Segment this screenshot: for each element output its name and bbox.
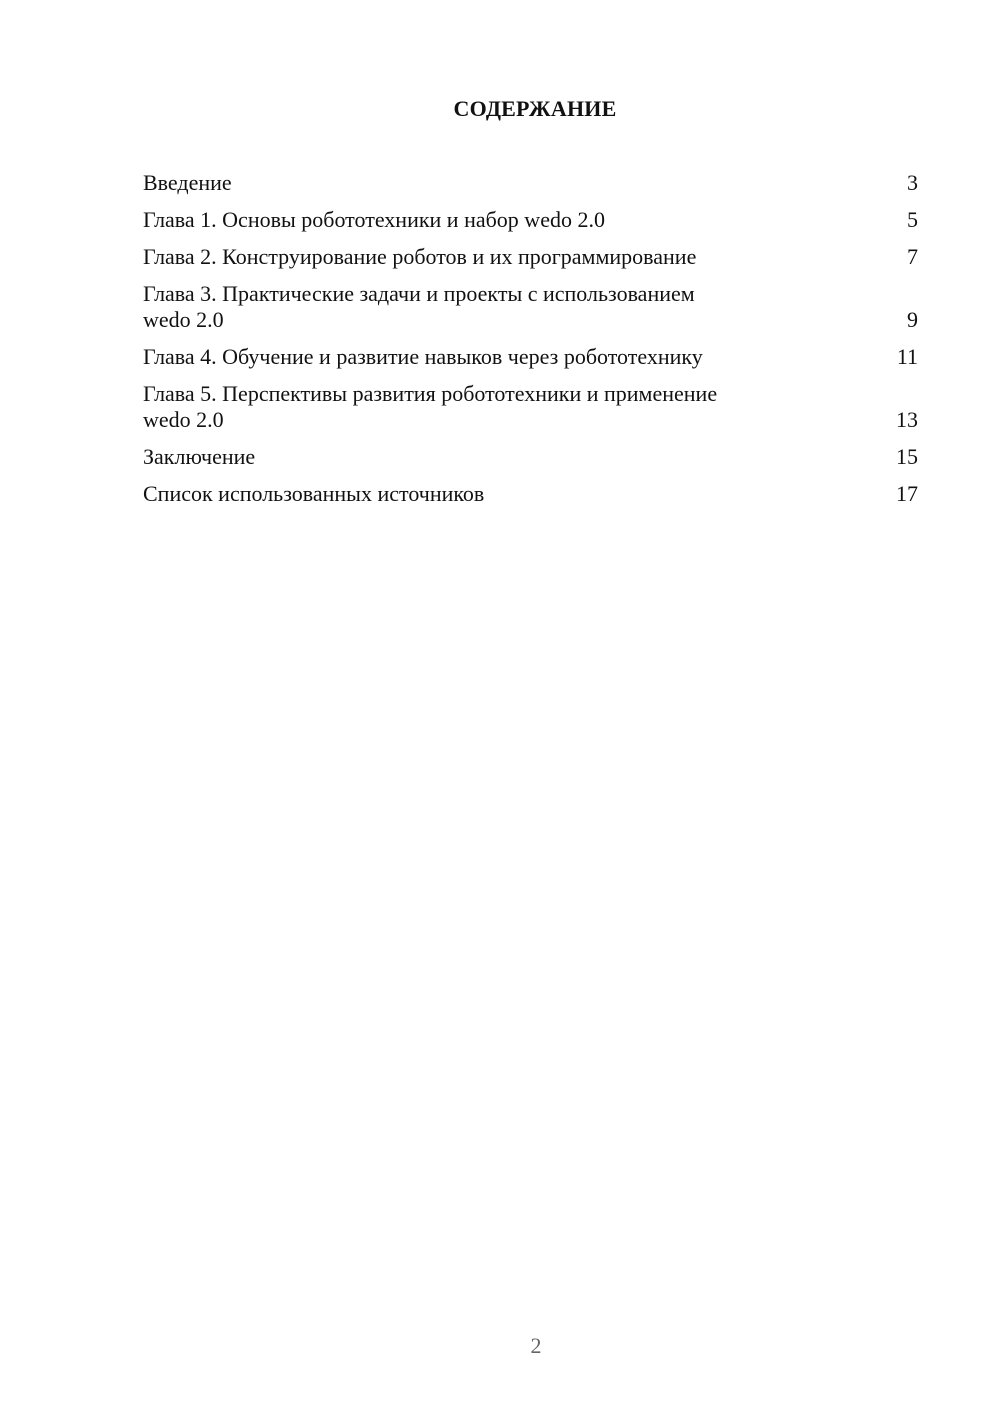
toc-entry-title: Заключение <box>143 444 256 469</box>
toc-entry-chapter-3 <box>143 281 918 333</box>
toc-entry-title: Глава 2. Конструирование роботов и их программирование <box>143 244 697 269</box>
toc-entry-page: 13 <box>896 407 918 432</box>
toc-entry-title: Глава 1. Основы робототехники и набор wedo 2.0 <box>143 207 605 232</box>
toc-entry-chapter-1 <box>143 207 918 233</box>
toc-entry-page: 11 <box>896 344 918 369</box>
toc-entry-page: 3 <box>907 170 918 195</box>
table-of-contents <box>143 170 918 518</box>
toc-entry-title: Введение <box>143 170 232 195</box>
toc-entry-title: Глава 4. Обучение и развитие навыков через робототехнику <box>143 344 703 369</box>
page-title: СОДЕРЖАНИЕ <box>453 96 617 121</box>
toc-entry-page: 5 <box>907 207 918 232</box>
toc-entry-chapter-4 <box>143 344 918 370</box>
toc-entry-page: 9 <box>907 307 918 332</box>
toc-entry-chapter-5 <box>143 381 918 433</box>
toc-entry-chapter-2 <box>143 244 918 270</box>
toc-entry-page: 7 <box>907 244 918 269</box>
toc-entry-page: 17 <box>896 481 918 506</box>
toc-entry-title: Список использованных источников <box>143 481 485 506</box>
toc-entry-title: Глава 5. Перспективы развития робототехники и применение wedo 2.0 <box>143 381 718 432</box>
toc-entry-introduction <box>143 170 918 196</box>
toc-entry-title: Глава 3. Практические задачи и проекты с использованием wedo 2.0 <box>143 281 695 332</box>
toc-entry-page: 15 <box>896 444 918 469</box>
toc-entry-conclusion <box>143 444 918 470</box>
page-number: 2 <box>530 1333 542 1358</box>
toc-entry-references <box>143 481 918 507</box>
